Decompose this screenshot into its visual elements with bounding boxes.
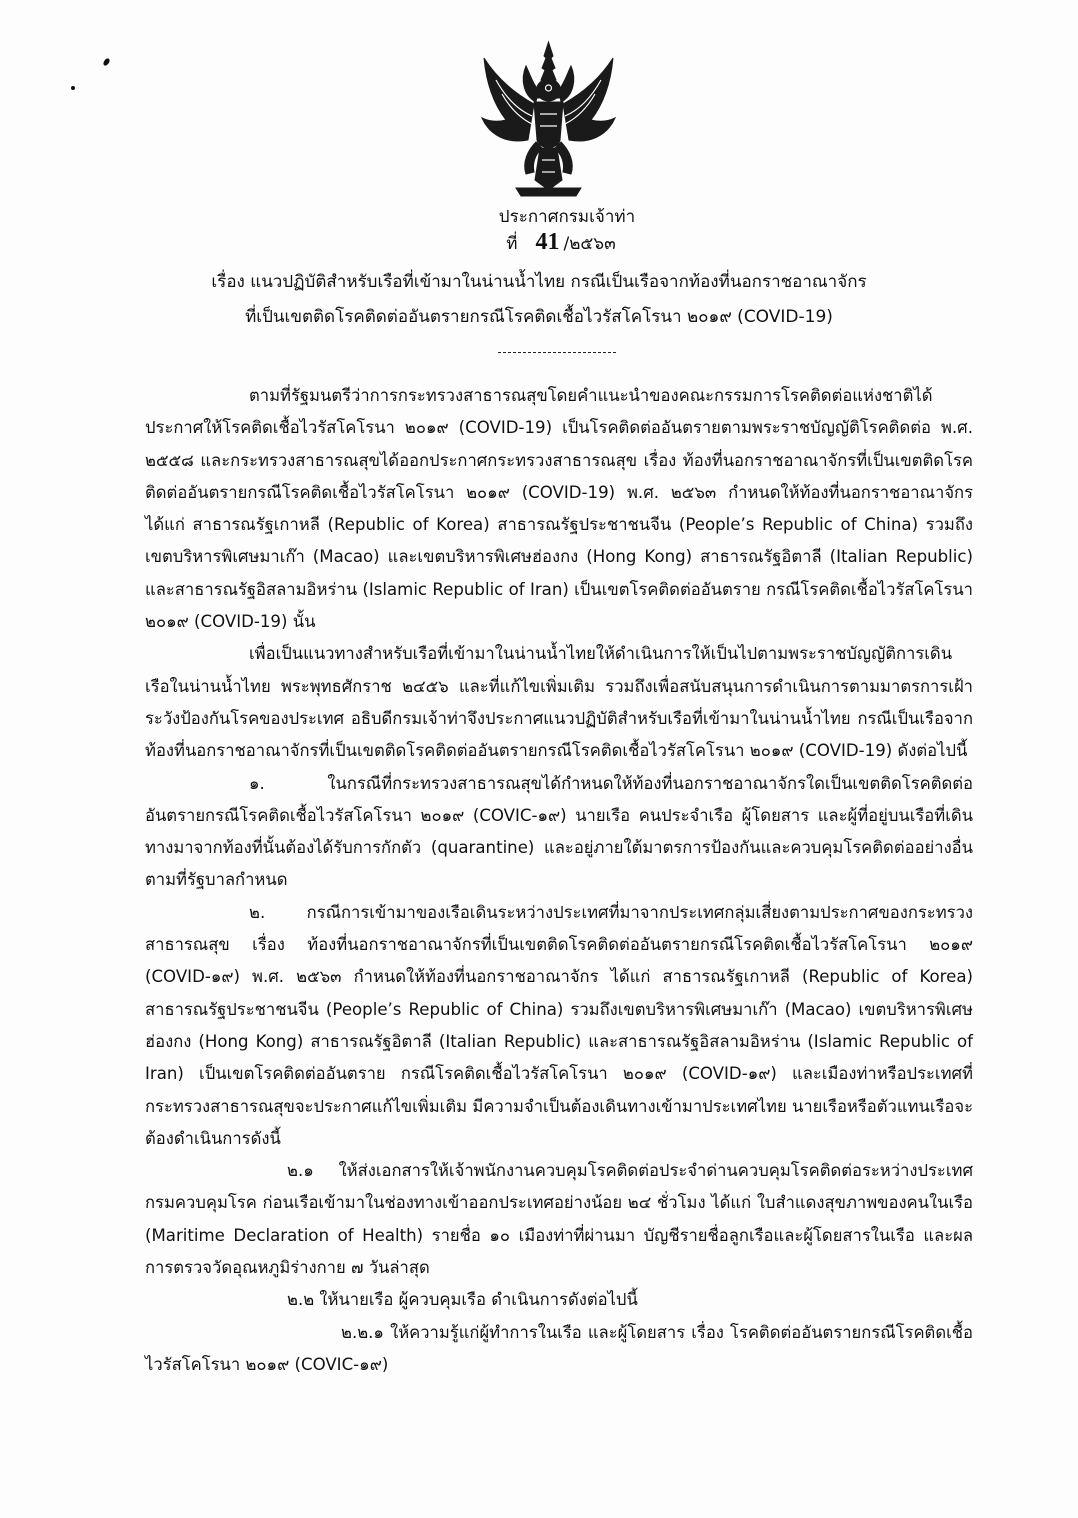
paragraph-clause-2: ๒. กรณีการเข้ามาของเรือเดินระหว่างประเทศที่มาจากประเทศกลุ่มเสี่ยงตามประกาศของกระทรวงสาธารณสุข เรื่อง ท้องที่นอกราชอาณาจักรที่เป็นเขตติดโรคติดต่ออันตรายกรณีโรคติดเชื้อไวรัสโคโรนา ๒๐๑๙ (COVID-๑๙) พ.ศ. ๒๕๖๓ กำหนดให้ท้องที่นอกราชอาณาจักร ได้แก่ สาธารณรัฐเกาหลี (Republic of Korea) สาธารณรัฐประชาชนจีน (People’s Republic of China) รวมถึงเขตบริหารพิเศษมาเก๊า (Macao) เขตบริหารพิเศษฮ่องกง (Hong Kong) สาธารณรัฐอิตาลี (Italian Republic) และสาธารณรัฐอิสลามอิหร่าน (Islamic Republic of Iran) เป็นเขตโรคติดต่ออันตราย กรณีโรคติดเชื้อไวรัสโคโรนา ๒๐๑๙ (COVID-๑๙) และเมืองท่าหรือประเทศที่กระทรวงสาธารณสุขจะประกาศแก้ไขเพิ่มเติม มีความจำเป็นต้องเดินทางเข้ามาประเทศไทย นายเรือหรือตัวแทนเรือจะต้องดำเนินการดังนี้ (145, 902, 973, 1148)
paragraph-clause-2-2-1: ๒.๒.๑ ให้ความรู้แก่ผู้ทำการในเรือ และผู้โดยสาร เรื่อง โรคติดต่ออันตรายกรณีโรคติดเชื้อไวรัสโคโรนา ๒๐๑๙ (COVIC-๑๙) (145, 1322, 973, 1374)
scan-speck (71, 86, 75, 90)
announcement-number (22, 230, 1078, 256)
subject-line-1: เรื่อง แนวปฏิบัติสำหรับเรือที่เข้ามาในน่านน้ำไทย กรณีเป็นเรือจากท้องที่นอกราชอาณาจักร (211, 272, 867, 292)
issuer-title: ประกาศกรมเจ้าท่า (498, 207, 636, 227)
garuda-emblem-icon (476, 40, 621, 198)
paragraph-clause-1: ๑. ในกรณีที่กระทรวงสาธารณสุขได้กำหนดให้ท้องที่นอกราชอาณาจักรใดเป็นเขตติดโรคติดต่ออันตรายกรณีโรคติดเชื้อไวรัสโคโรนา ๒๐๑๙ (COVIC-๑๙) นายเรือ คนประจำเรือ ผู้โดยสาร และผู้ที่อยู่บนเรือที่เดินทางมาจากท้องที่นั้นต้องได้รับการกักตัว (quarantine) และอยู่ภายใต้มาตรการป้องกันและควบคุมโรคติดต่ออย่างอื่นตามที่รัฐบาลกำหนด (145, 773, 973, 890)
subject-line-2: ที่เป็นเขตติดโรคติดต่ออันตรายกรณีโรคติดเชื้อไวรัสโคโรนา ๒๐๑๙ (COVID-19) (245, 307, 833, 327)
paragraph-clause-2-2: ๒.๒ ให้นายเรือ ผู้ควบคุมเรือ ดำเนินการดังต่อไปนี้ (287, 1290, 638, 1310)
paragraph-purpose: เพื่อเป็นแนวทางสำหรับเรือที่เข้ามาในน่านน้ำไทยให้ดำเนินการให้เป็นไปตามพระราชบัญญัติการเดินเรือในน่านน้ำไทย พระพุทธศักราช ๒๔๕๖ และที่แก้ไขเพิ่มเติม รวมถึงเพื่อสนับสนุนการดำเนินการตามมาตรการเฝ้าระวังป้องกันโรคของประเทศ อธิบดีกรมเจ้าท่าจึงประกาศแนวปฏิบัติสำหรับเรือที่เข้ามาในน่านน้ำไทย กรณีเป็นเรือจากท้องที่นอกราชอาณาจักรที่เป็นเขตติดโรคติดต่ออันตรายกรณีโรคติดเชื้อไวรัสโคโรนา ๒๐๑๙ (COVID-19) ดังต่อไปนี้ (145, 644, 973, 761)
number-suffix: /๒๕๖๓ (563, 234, 616, 254)
document-body (145, 380, 973, 1381)
number-value: 41 (535, 229, 560, 255)
paragraph-preamble: ตามที่รัฐมนตรีว่าการกระทรวงสาธารณสุขโดยคำแนะนำของคณะกรรมการโรคติดต่อแห่งชาติได้ประกาศให้โรคติดเชื้อไวรัสโคโรนา ๒๐๑๙ (COVID-19) เป็นโรคติดต่ออันตรายตามพระราชบัญญัติโรคติดต่อ พ.ศ. ๒๕๕๘ และกระทรวงสาธารณสุขได้ออกประกาศกระทรวงสาธารณสุข เรื่อง ท้องที่นอกราชอาณาจักรที่เป็นเขตติดโรคติดต่ออันตรายกรณีโรคติดเชื้อไวรัสโคโรนา ๒๐๑๙ (COVID-19) พ.ศ. ๒๕๖๓ กำหนดให้ท้องที่นอกราชอาณาจักร ได้แก่ สาธารณรัฐเกาหลี (Republic of Korea) สาธารณรัฐประชาชนจีน (People’s Republic of China) รวมถึงเขตบริหารพิเศษมาเก๊า (Macao) และเขตบริหารพิเศษฮ่องกง (Hong Kong) สาธารณรัฐอิตาลี (Italian Republic) และสาธารณรัฐอิสลามอิหร่าน (Islamic Republic of Iran) เป็นเขตโรคติดต่ออันตราย กรณีโรคติดเชื้อไวรัสโคโรนา ๒๐๑๙ (COVID-19) นั้น (145, 386, 973, 632)
number-prefix: ที่ (506, 234, 518, 254)
header-divider (498, 352, 616, 353)
scan-speck (102, 57, 111, 66)
paragraph-clause-2-1: ๒.๑ ให้ส่งเอกสารให้เจ้าพนักงานควบคุมโรคติดต่อประจำด่านควบคุมโรคติดต่อระหว่างประเทศ กรมควบคุมโรค ก่อนเรือเข้ามาในช่องทางเข้าออกประเทศอย่างน้อย ๒๔ ชั่วโมง ได้แก่ ใบสำแดงสุขภาพของคนในเรือ (Maritime Declaration of Health) รายชื่อ ๑๐ เมืองท่าที่ผ่านมา บัญชีรายชื่อลูกเรือและผู้โดยสารในเรือ และผลการตรวจวัดอุณหภูมิร่างกาย ๗ วันล่าสุด (145, 1161, 973, 1278)
